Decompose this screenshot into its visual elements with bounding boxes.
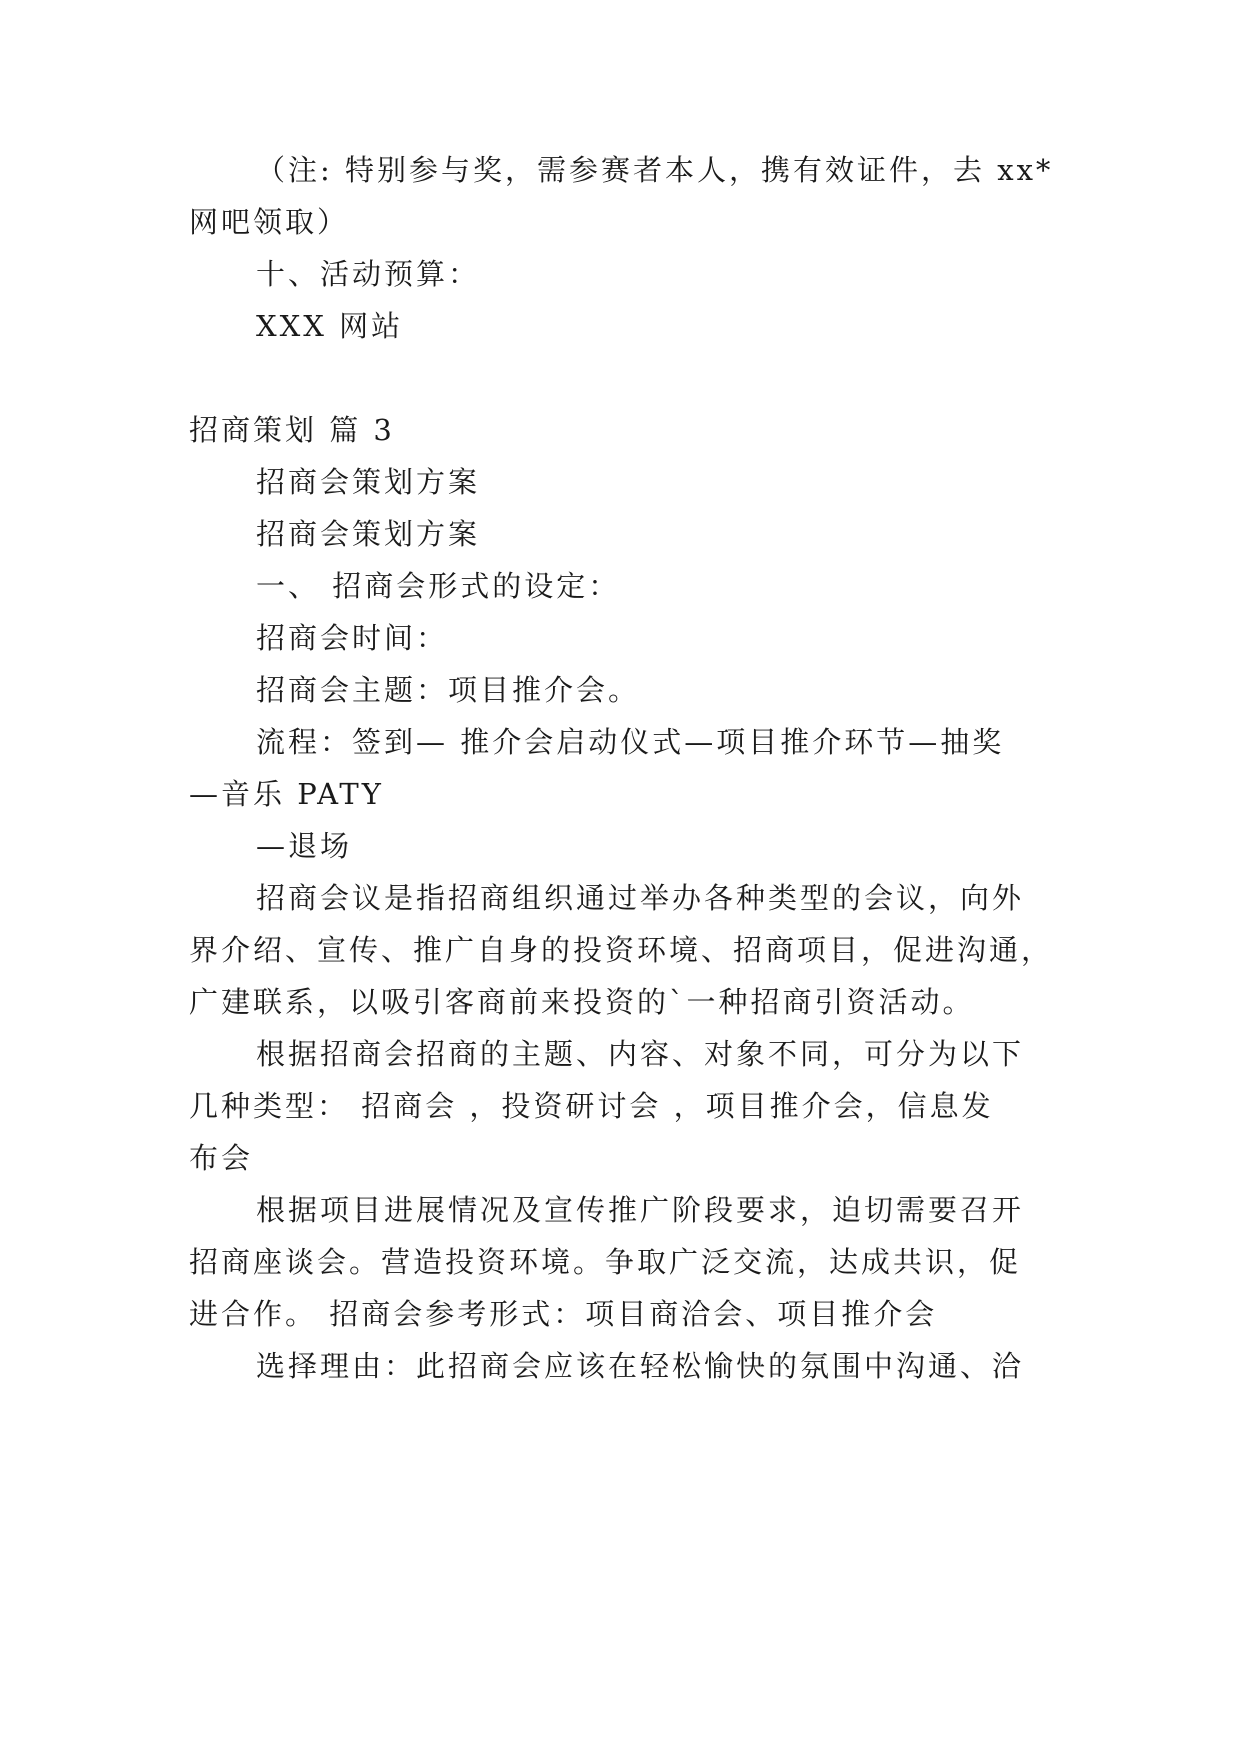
- paragraph-note-line-1: （注: 特别参与奖，需参赛者本人，携有效证件，去 xx*: [256, 153, 1054, 187]
- paragraph-progress-line-1: 根据项目进展情况及宣传推广阶段要求，迫切需要召开: [256, 1193, 1025, 1227]
- paragraph-note-line-2: 网吧领取）: [189, 205, 350, 239]
- process-line-3: —退场: [256, 829, 353, 863]
- paragraph-progress-line-3: 进合作。 招商会参考形式：项目商洽会、项目推介会: [189, 1297, 938, 1331]
- paragraph-types-line-3: 布会: [189, 1141, 254, 1175]
- section-heading-budget: 十、活动预算：: [256, 257, 481, 291]
- process-line-2: —音乐 PATY: [189, 777, 384, 811]
- plan-title: 招商会策划方案: [256, 465, 481, 499]
- meeting-theme: 招商会主题：项目推介会。: [256, 673, 641, 707]
- paragraph-types-line-1: 根据招商会招商的主题、内容、对象不同，可分为以下: [256, 1037, 1025, 1071]
- paragraph-types-line-2: 几种类型： 招商会 ，投资研讨会 ，项目推介会，信息发: [189, 1089, 994, 1123]
- budget-item: XXX 网站: [256, 309, 404, 343]
- article-title: 招商策划 篇 3: [189, 413, 395, 447]
- section-heading-format: 一、 招商会形式的设定：: [256, 569, 621, 603]
- paragraph-definition-line-1: 招商会议是指招商组织通过举办各种类型的会议，向外: [256, 881, 1025, 915]
- paragraph-definition-line-2: 界介绍、宣传、推广自身的投资环境、招商项目，促进沟通，: [189, 933, 1054, 967]
- paragraph-reason-line-1: 选择理由：此招商会应该在轻松愉快的氛围中沟通、洽: [256, 1349, 1025, 1383]
- meeting-time: 招商会时间：: [256, 621, 449, 655]
- plan-subtitle: 招商会策划方案: [256, 517, 481, 551]
- paragraph-definition-line-3: 广建联系，以吸引客商前来投资的`一种招商引资活动。: [189, 985, 975, 1019]
- process-line-1: 流程：签到— 推介会启动仪式—项目推介环节—抽奖: [256, 725, 1005, 759]
- paragraph-progress-line-2: 招商座谈会。营造投资环境。争取广泛交流，达成共识，促: [189, 1245, 1022, 1279]
